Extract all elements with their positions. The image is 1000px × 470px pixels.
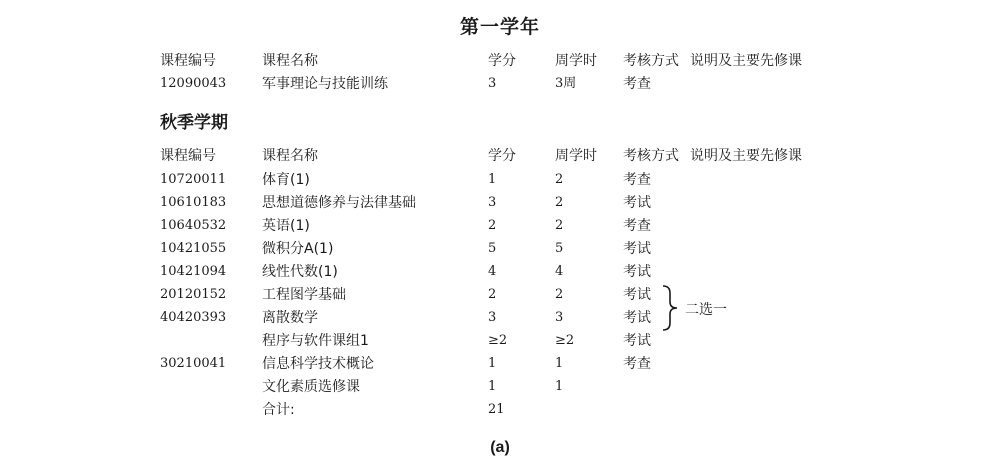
course-credit: 5 bbox=[488, 241, 497, 256]
course-credit: 1 bbox=[488, 379, 497, 394]
total-credit: 21 bbox=[488, 402, 505, 417]
course-hours: 3 bbox=[555, 310, 564, 325]
course-hours: 2 bbox=[555, 218, 564, 233]
course-name: 体育(1) bbox=[262, 172, 310, 188]
choice-note: 二选一 bbox=[685, 302, 727, 318]
table-header-row bbox=[0, 145, 1000, 167]
header-name: 课程名称 bbox=[262, 148, 318, 164]
table-row bbox=[0, 169, 1000, 191]
header-remark: 说明及主要先修课 bbox=[690, 53, 802, 69]
course-assessment: 考查 bbox=[623, 356, 651, 372]
course-credit: 1 bbox=[488, 172, 497, 187]
course-credit: 3 bbox=[488, 76, 497, 91]
right-brace-icon bbox=[660, 284, 682, 332]
header-remark: 说明及主要先修课 bbox=[690, 148, 802, 164]
header-assessment: 考核方式 bbox=[623, 53, 679, 69]
course-credit: ≥2 bbox=[488, 333, 508, 348]
course-assessment: 考试 bbox=[623, 195, 651, 211]
course-name: 英语(1) bbox=[262, 218, 310, 234]
table-row bbox=[0, 73, 1000, 95]
course-assessment: 考试 bbox=[623, 333, 651, 349]
table-row bbox=[0, 238, 1000, 260]
table-row bbox=[0, 261, 1000, 283]
course-name: 工程图学基础 bbox=[262, 287, 346, 303]
course-code: 10421094 bbox=[160, 264, 227, 279]
course-code: 30210041 bbox=[160, 356, 227, 371]
table-row bbox=[0, 307, 1000, 329]
course-code: 12090043 bbox=[160, 76, 227, 91]
course-code: 20120152 bbox=[160, 287, 227, 302]
table-row bbox=[0, 399, 1000, 421]
course-credit: 2 bbox=[488, 287, 497, 302]
header-hours: 周学时 bbox=[555, 53, 597, 69]
course-name: 军事理论与技能训练 bbox=[262, 76, 388, 92]
header-code: 课程编号 bbox=[160, 148, 216, 164]
course-hours: ≥2 bbox=[555, 333, 575, 348]
course-name: 思想道德修养与法律基础 bbox=[262, 195, 416, 211]
table-row bbox=[0, 215, 1000, 237]
course-hours: 3周 bbox=[555, 76, 577, 91]
course-name: 信息科学技术概论 bbox=[262, 356, 374, 372]
course-hours: 4 bbox=[555, 264, 564, 279]
header-hours: 周学时 bbox=[555, 148, 597, 164]
course-credit: 3 bbox=[488, 195, 497, 210]
course-hours: 2 bbox=[555, 195, 564, 210]
course-hours: 1 bbox=[555, 356, 564, 371]
course-credit: 3 bbox=[488, 310, 497, 325]
header-assessment: 考核方式 bbox=[623, 148, 679, 164]
course-assessment: 考试 bbox=[623, 264, 651, 280]
course-credit: 2 bbox=[488, 218, 497, 233]
header-credit: 学分 bbox=[488, 53, 516, 69]
course-code: 40420393 bbox=[160, 310, 227, 325]
course-hours: 2 bbox=[555, 172, 564, 187]
course-assessment: 考查 bbox=[623, 76, 651, 92]
header-code: 课程编号 bbox=[160, 53, 216, 69]
section-heading: 秋季学期 bbox=[160, 113, 228, 133]
course-assessment: 考试 bbox=[623, 241, 651, 257]
course-name: 离散数学 bbox=[262, 310, 318, 326]
course-code: 10421055 bbox=[160, 241, 227, 256]
course-name: 程序与软件课组1 bbox=[262, 333, 369, 349]
table-row bbox=[0, 192, 1000, 214]
course-code: 10640532 bbox=[160, 218, 227, 233]
course-name: 文化素质选修课 bbox=[262, 379, 360, 395]
course-code: 10610183 bbox=[160, 195, 227, 210]
total-label: 合计: bbox=[262, 402, 295, 418]
course-assessment: 考试 bbox=[623, 287, 651, 303]
header-name: 课程名称 bbox=[262, 53, 318, 69]
page-title: 第一学年 bbox=[459, 16, 540, 38]
header-credit: 学分 bbox=[488, 148, 516, 164]
course-assessment: 考查 bbox=[623, 172, 651, 188]
table-row bbox=[0, 376, 1000, 398]
table-row bbox=[0, 284, 1000, 306]
course-assessment: 考试 bbox=[623, 310, 651, 326]
course-hours: 1 bbox=[555, 379, 564, 394]
figure-caption: (a) bbox=[490, 439, 510, 456]
course-credit: 4 bbox=[488, 264, 497, 279]
course-hours: 2 bbox=[555, 287, 564, 302]
table-row bbox=[0, 353, 1000, 375]
course-name: 线性代数(1) bbox=[262, 264, 338, 280]
table-row bbox=[0, 330, 1000, 352]
course-credit: 1 bbox=[488, 356, 497, 371]
course-assessment: 考查 bbox=[623, 218, 651, 234]
course-code: 10720011 bbox=[160, 172, 227, 187]
table-header-row bbox=[0, 50, 1000, 72]
course-hours: 5 bbox=[555, 241, 564, 256]
course-name: 微积分A(1) bbox=[262, 241, 334, 257]
